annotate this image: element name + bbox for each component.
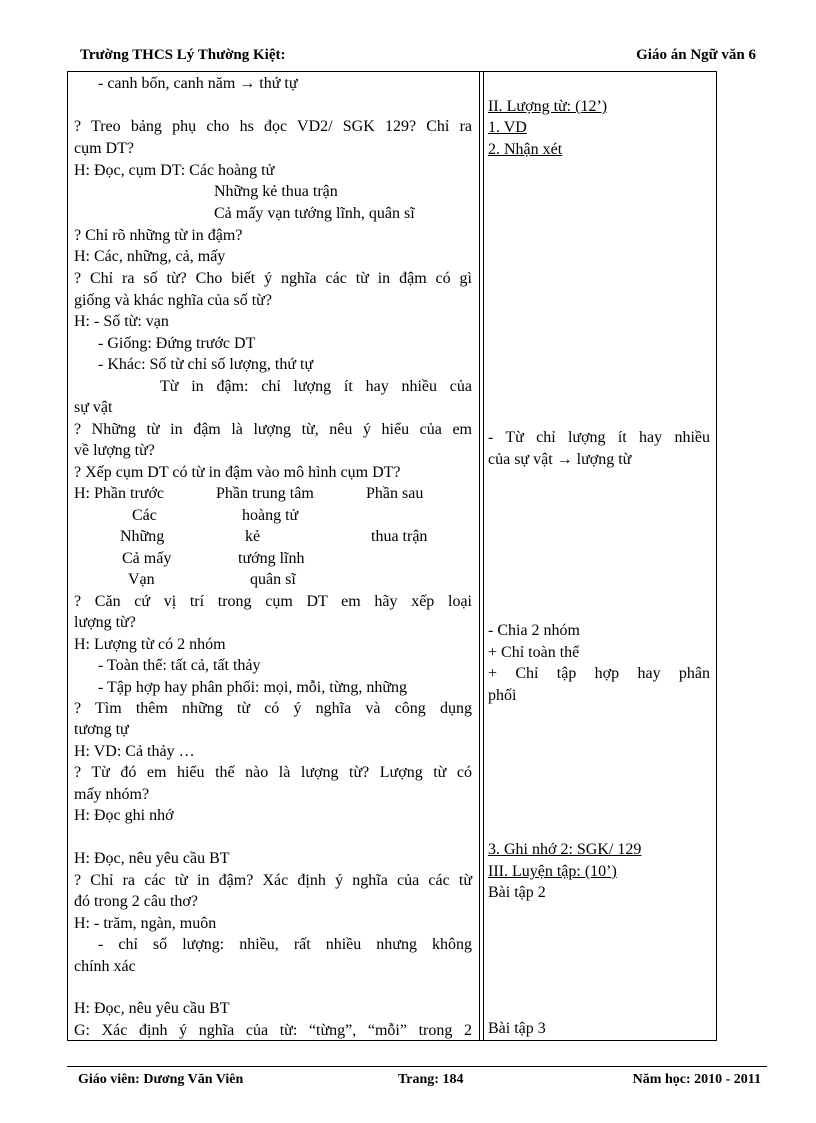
- model-cell: quân sĩ: [250, 571, 296, 588]
- text-line: Bài tập 2: [488, 884, 546, 901]
- text-line: H: - Số từ: vạn: [74, 313, 169, 330]
- text-line: ? Chỉ rõ những từ in đậm?: [74, 227, 243, 244]
- text-line: ? Tìm thêm những từ có ý nghĩa và công dụng: [74, 700, 472, 717]
- text-line: ? Những từ in đậm là lượng từ, nêu ý hiểu của em: [74, 421, 472, 438]
- subheading: 1. VD: [488, 119, 527, 136]
- text-line: Từ in đậm: chỉ lượng ít hay nhiều của: [160, 378, 472, 395]
- text-line: ? Xếp cụm DT có từ in đậm vào mô hình cụm DT?: [74, 464, 401, 481]
- text-line: G: Xác định ý nghĩa của từ: “từng”, “mỗi” trong 2: [74, 1022, 472, 1039]
- subject-title: Giáo án Ngữ văn 6: [636, 47, 756, 63]
- section-heading: III. Luyện tập: (10’): [488, 863, 617, 880]
- model-cell: Những: [120, 528, 165, 545]
- footer-page: Trang: 184: [398, 1072, 464, 1087]
- text-line: Bài tập 3: [488, 1020, 546, 1037]
- text-line: ? Treo bảng phụ cho hs đọc VD2/ SGK 129? Chỉ ra: [74, 118, 472, 135]
- school-name: Trường THCS Lý Thường Kiệt:: [80, 47, 286, 63]
- model-header: Phần trung tâm: [216, 485, 314, 502]
- text-line: ? Chỉ ra các từ in đậm? Xác định ý nghĩa của các từ: [74, 872, 472, 889]
- model-cell: Vạn: [128, 571, 155, 588]
- text-line: H: Các, những, cả, mấy: [74, 248, 226, 265]
- text-line: H: Đọc, nêu yêu cầu BT: [74, 1000, 230, 1017]
- text-line: H: Đọc, nêu yêu cầu BT: [74, 850, 230, 867]
- text-line: - canh bốn, canh năm → thứ tự: [98, 75, 298, 92]
- text-line: ? Từ đó em hiểu thế nào là lượng từ? Lượng từ có: [74, 764, 472, 781]
- text-line: H: Đọc, cụm DT: Các hoàng tử: [74, 162, 275, 179]
- model-cell: hoàng tử: [242, 507, 299, 524]
- text-line: chính xác: [74, 958, 136, 975]
- text-line: H: Lượng từ có 2 nhóm: [74, 636, 226, 653]
- subheading: 3. Ghi nhớ 2: SGK/ 129: [488, 841, 642, 858]
- model-cell: tướng lĩnh: [238, 550, 305, 567]
- text-line: + Chỉ tập hợp hay phân: [488, 665, 710, 682]
- text-line: H: - trăm, ngàn, muôn: [74, 915, 217, 932]
- model-header: H: Phần trước: [74, 485, 165, 502]
- column-divider-double: [483, 72, 484, 1040]
- text-line: H: Đọc ghi nhớ: [74, 807, 174, 824]
- model-header: Phần sau: [366, 485, 424, 502]
- model-cell: Các: [132, 507, 157, 524]
- text-line: - Từ chỉ lượng ít hay nhiều: [488, 429, 710, 446]
- text-line: - Chia 2 nhóm: [488, 622, 580, 639]
- text-line: - Toàn thể: tất cả, tất thảy: [98, 657, 261, 674]
- model-cell: kẻ: [245, 528, 261, 545]
- section-heading: II. Lượng từ: (12’): [488, 98, 608, 115]
- text-line: sự vật: [74, 399, 113, 416]
- text-line: Những kẻ thua trận: [214, 183, 338, 200]
- text-line: lượng từ?: [74, 614, 136, 631]
- text-line: giống và khác nghĩa của số từ?: [74, 292, 272, 309]
- text-line: ? Chỉ ra số từ? Cho biết ý nghĩa các từ in đậm có gì: [74, 270, 472, 287]
- text-line: - Giống: Đứng trước DT: [98, 335, 256, 352]
- text-line: ? Căn cứ vị trí trong cụm DT em hãy xếp loại: [74, 593, 472, 610]
- footer-teacher: Giáo viên: Dương Văn Viên: [78, 1072, 244, 1087]
- model-cell: thua trận: [371, 528, 428, 545]
- column-divider: [479, 72, 480, 1040]
- text-line: đó trong 2 câu thơ?: [74, 893, 198, 910]
- page-header: [80, 47, 756, 69]
- text-line: cụm DT?: [74, 140, 134, 157]
- footer-rule: [67, 1066, 767, 1067]
- text-line: Cả mấy vạn tướng lĩnh, quân sĩ: [214, 205, 415, 222]
- text-line: - Khác: Số từ chỉ số lượng, thứ tự: [98, 356, 314, 373]
- text-line: H: VD: Cả thảy …: [74, 743, 195, 760]
- text-line: tương tự: [74, 721, 129, 738]
- subheading: 2. Nhận xét: [488, 141, 563, 158]
- text-line: phối: [488, 687, 517, 704]
- text-line: - chỉ số lượng: nhiều, rất nhiều nhưng không: [98, 936, 472, 953]
- text-line: của sự vật → lượng từ: [488, 451, 632, 468]
- footer-year: Năm học: 2010 - 2011: [632, 1072, 761, 1087]
- model-cell: Cả mấy: [122, 550, 172, 567]
- text-line: + Chỉ toàn thể: [488, 644, 580, 661]
- text-line: mấy nhóm?: [74, 786, 150, 803]
- text-line: - Tập hợp hay phân phối: mọi, mỗi, từng, những: [98, 679, 408, 696]
- text-line: về lượng từ?: [74, 442, 155, 459]
